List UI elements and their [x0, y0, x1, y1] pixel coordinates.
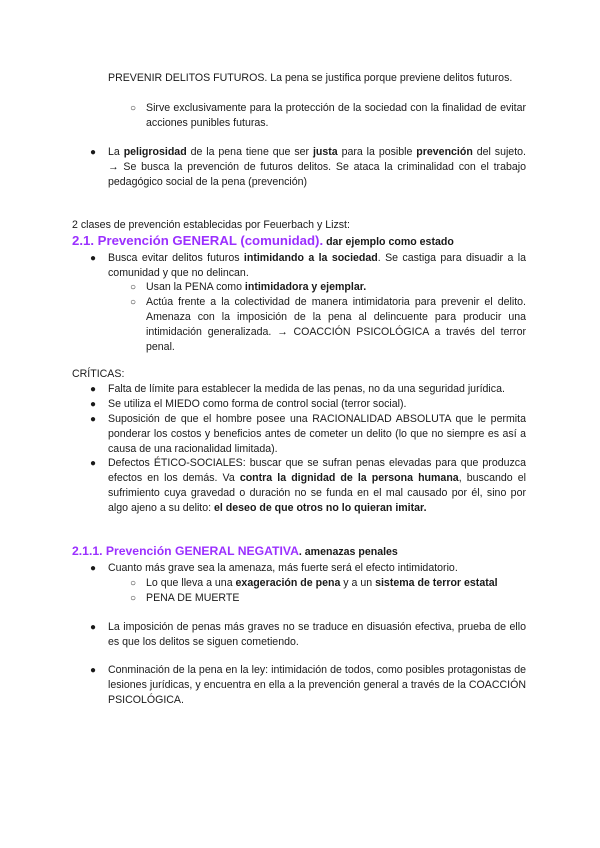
negativa-heading: [72, 543, 542, 560]
general-heading: [72, 233, 542, 250]
critica-item-1: Falta de límite para establecer la medida de las penas, no da una seguridad jurídica.: [108, 383, 505, 395]
intro-paragraph: [108, 71, 526, 86]
negativa-item-3: Conminación de la pena en la ley: intimidación de todos, como posibles protagonistas de lesiones jurídicas, y encuentra en ella a la prevención general a través de la COACCIÓN PSICOLÓGICA.: [108, 664, 526, 706]
disc-bullet-icon: ●: [90, 384, 97, 395]
intro-text: PREVENIR DELITOS FUTUROS. La pena se justifica porque previene delitos futuros.: [108, 72, 513, 84]
criticas-title: CRÍTICAS:: [72, 368, 125, 380]
negativa-item-1: Cuanto más grave sea la amenaza, más fuerte será el efecto intimidatorio.: [108, 562, 458, 574]
heading-text: 2.1. Prevención GENERAL (comunidad).: [72, 233, 324, 248]
disc-bullet-icon: ●: [90, 414, 97, 425]
negativa-sub-1: Lo que lleva a una exageración de pena y a un sistema de terror estatal: [146, 577, 498, 589]
negativa-item-2: La imposición de penas más graves no se traduce en disuasión efectiva, prueba de ello es que los delitos se siguen cometiendo.: [108, 621, 526, 648]
negativa-sub-2: PENA DE MUERTE: [146, 592, 240, 604]
disc-bullet-icon: ●: [90, 399, 97, 410]
critica-item-4: Defectos ÉTICO-SOCIALES: buscar que se sufran penas elevadas para que produzca efectos en los demás. Va contra la dignidad de la persona humana, buscando el sufrimiento cuya gravedad o duración no se funda en el mal causado por él, sino por algo ajeno a su delito: el deseo de que otros no lo quieran imitar.: [108, 457, 526, 514]
circle-bullet-icon: ○: [130, 578, 137, 589]
peligrosidad-paragraph: La peligrosidad de la pena tiene que ser justa para la posible prevención del sujeto. → Se busca la prevención de futuros delitos. Se ataca la criminalidad con el trabajo pedagógico social de la pena (prevención): [108, 146, 526, 188]
clases-line: 2 clases de prevención establecidas por Feuerbach y Lizst:: [72, 219, 350, 231]
disc-bullet-icon: ●: [90, 458, 97, 469]
heading-text: 2.1.1. Prevención GENERAL NEGATIVA: [72, 544, 299, 558]
disc-bullet-icon: ●: [90, 665, 97, 676]
disc-bullet-icon: ●: [90, 253, 97, 264]
critica-item-3: Suposición de que el hombre posee una RACIONALIDAD ABSOLUTA que le permita ponderar los costos y beneficios antes de cometer un delito (lo que no siempre es así a causa de una racionalidad limitada).: [108, 413, 526, 455]
general-sub-2: Actúa frente a la colectividad de manera intimidatoria para prevenir el delito. Amenaza con la imposición de la pena al delincuente para producir una intimidación generalizada. → COACCIÓN PSICOLÓGICA a través del terror penal.: [146, 296, 526, 353]
heading-note: . amenazas penales: [298, 546, 398, 558]
circle-bullet-icon: ○: [130, 103, 137, 114]
critica-item-2: Se utiliza el MIEDO como forma de control social (terror social).: [108, 398, 407, 410]
circle-bullet-icon: ○: [130, 593, 137, 604]
heading-note: dar ejemplo como estado: [326, 236, 454, 248]
general-sub-1: Usan la PENA como intimidadora y ejemplar.: [146, 281, 367, 293]
disc-bullet-icon: ●: [90, 147, 97, 158]
general-item-1: Busca evitar delitos futuros intimidando a la sociedad. Se castiga para disuadir a la comunidad y que no delincan.: [108, 252, 526, 279]
intro-sub-item: Sirve exclusivamente para la protección de la sociedad con la finalidad de evitar acciones punibles futuras.: [146, 102, 526, 129]
circle-bullet-icon: ○: [130, 282, 137, 293]
disc-bullet-icon: ●: [90, 622, 97, 633]
circle-bullet-icon: ○: [130, 297, 137, 308]
disc-bullet-icon: ●: [90, 563, 97, 574]
